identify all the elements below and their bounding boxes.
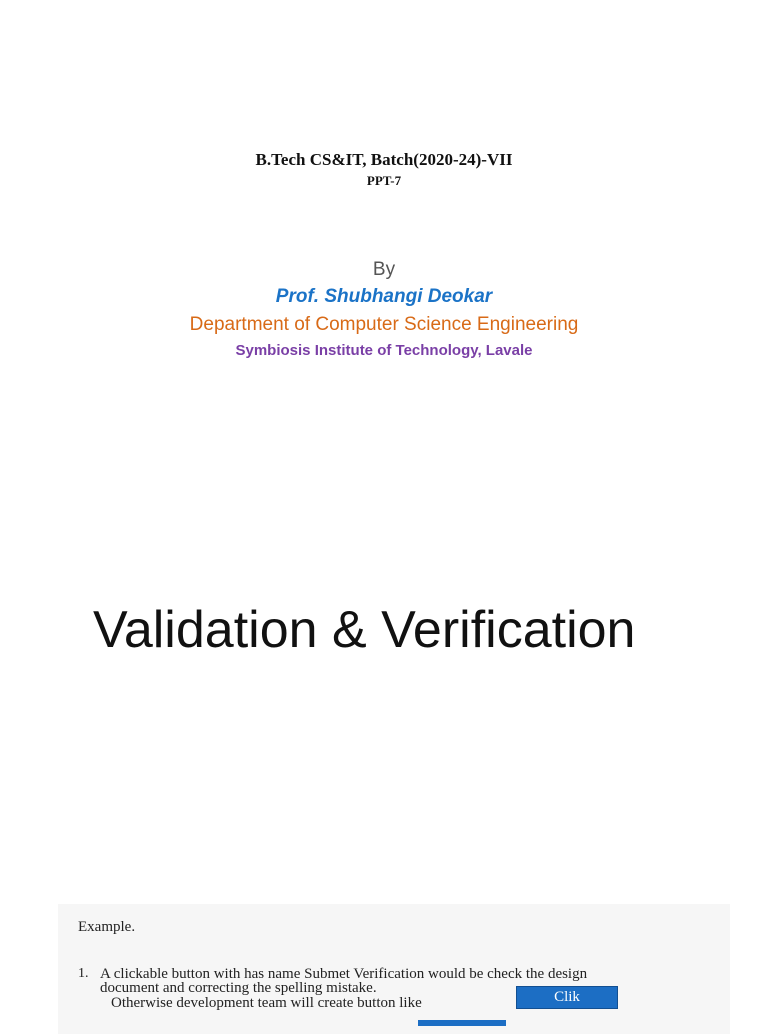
- author-name: Prof. Shubhangi Deokar: [275, 286, 493, 307]
- example-text-line: A clickable button with has name Submet Verification would be check the design: [100, 966, 588, 982]
- page-title: Validation & Verification: [93, 601, 636, 659]
- example-text-line: Otherwise development team will create button like: [111, 995, 422, 1011]
- by-label: By: [372, 259, 396, 280]
- institute-name: Symbiosis Institute of Technology, Lavale: [235, 342, 533, 359]
- example-text-line: document and correcting the spelling mistake.: [100, 980, 377, 996]
- button-edge: [418, 1020, 506, 1026]
- example-heading: Example.: [78, 919, 136, 935]
- example-item-number: 1.: [78, 966, 89, 981]
- clik-button[interactable]: Clik: [516, 986, 618, 1009]
- ppt-number: PPT-7: [366, 173, 402, 188]
- example-panel: [58, 904, 730, 1034]
- course-heading: B.Tech CS&IT, Batch(2020-24)-VII: [255, 150, 513, 169]
- department-name: Department of Computer Science Engineering: [189, 314, 579, 335]
